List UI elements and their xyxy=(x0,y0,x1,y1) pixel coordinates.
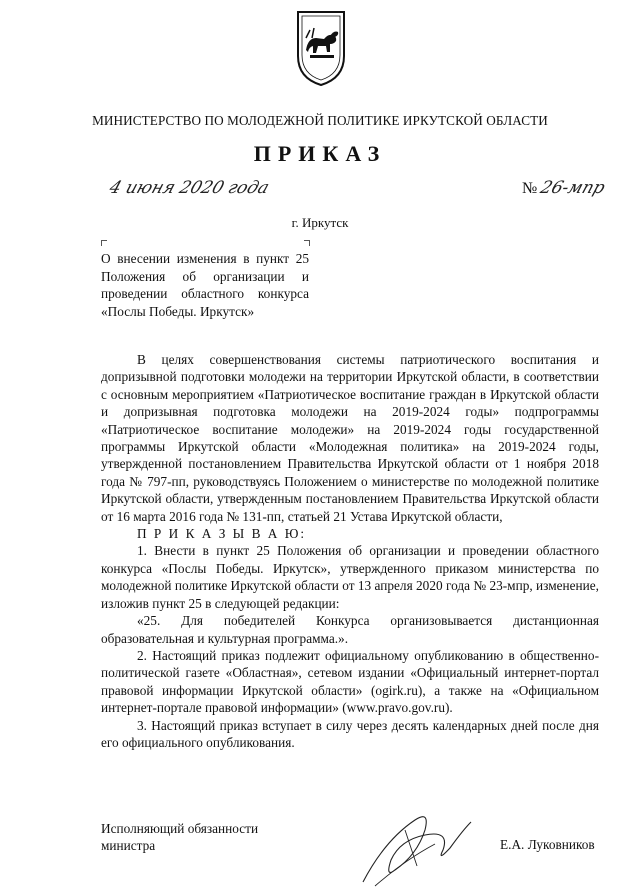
signatory-role-line-1: Исполняющий обязанности xyxy=(101,821,259,836)
signatory-role-line-2: министра xyxy=(101,838,156,854)
item-2: 2. Настоящий приказ подлежит официальному опубликованию в общественно-политической газете «Областная», сетевом издании «Официальный интернет-портал правовой информации Иркутской области» (ogirk.ru), а также на «Официальном интернет-портале правовой информации» (www.pravo.gov.ru). xyxy=(101,647,599,716)
coat-of-arms-emblem xyxy=(294,8,348,88)
number-prefix: № xyxy=(522,180,538,197)
ministry-name: МИНИСТЕРСТВО ПО МОЛОДЕЖНОЙ ПОЛИТИКЕ ИРКУТСКОЙ ОБЛАСТИ xyxy=(92,113,548,128)
order-number xyxy=(522,178,608,198)
item-1: 1. Внести в пункт 25 Положения об организации и проведении областного конкурса «Послы Победы. Иркутск», утвержденного приказом министерства по молодежной политике Иркутской области от 13 апреля 2020 года № 23-мпр, изменение, изложив пункт 25 в следующей редакции: xyxy=(101,543,599,611)
subject-corner-right xyxy=(304,240,310,246)
prikazyvayu-heading: П Р И К А З Ы В А Ю: xyxy=(137,526,307,542)
signatory-name: Е.А. Луковников xyxy=(500,837,595,852)
order-title: ПРИКАЗ xyxy=(253,141,387,166)
subject-corner-left xyxy=(101,240,107,246)
order-date: 4 июня 2020 года xyxy=(106,178,272,198)
order-subject: О внесении изменения в пункт 25 Положения об организации и проведении областного конкурса «Послы Победы. Иркутск» xyxy=(101,251,309,319)
preamble-paragraph: В целях совершенствования системы патриотического воспитания и допризывной подготовки молодежи на территории Иркутской области, в соответствии с основным мероприятием «Патриотическое воспитание граждан в Иркутской области и допризывная подготовка молодежи на 2019-2024 годы» подпрограммы «Патриотическое воспитание молодежи» на 2019-2024 годы государственной программы Иркутской области «Молодежная политика» на 2019-2024 годы, утвержденной постановлением Правительства Иркутской области от 1 ноября 2018 года № 797-пп, руководствуясь Положением о министерстве по молодежной политике Иркутской области, утвержденным постановлением Правительства Иркутской области от 16 марта 2016 года № 131-пп, статьей 21 Устава Иркутской области, xyxy=(101,352,599,524)
order-body xyxy=(101,351,599,751)
handwritten-signature xyxy=(355,800,475,890)
city: г. Иркутск xyxy=(291,215,349,230)
number-handwritten: 26-мпр xyxy=(538,178,608,198)
signatory-role xyxy=(101,820,258,855)
item-1-quote: «25. Для победителей Конкурса организовывается дистанционная образовательная и культурная программа.». xyxy=(101,613,599,646)
item-3: 3. Настоящий приказ вступает в силу через десять календарных дней после дня его официального опубликования. xyxy=(101,717,599,750)
